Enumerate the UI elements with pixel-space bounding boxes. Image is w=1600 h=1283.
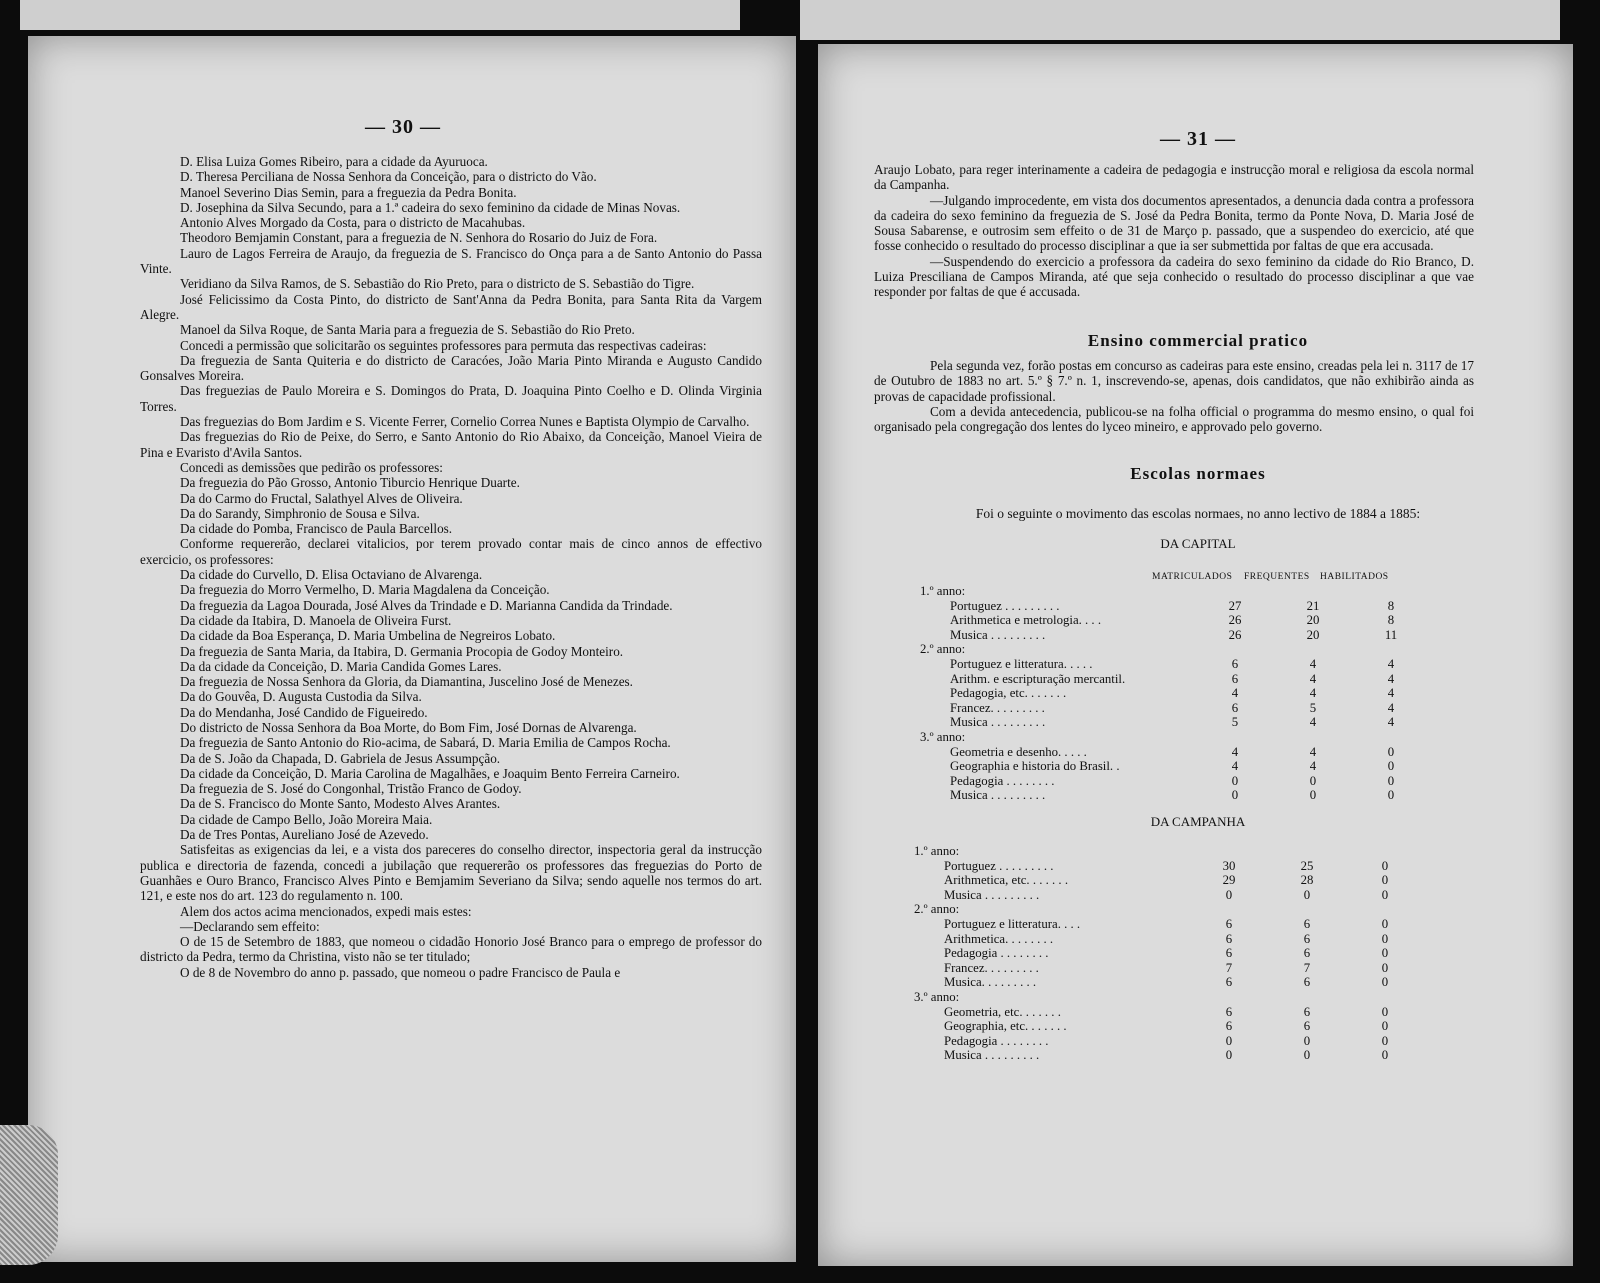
subject-label: Pedagogia, etc. . . . . . . xyxy=(950,686,1067,701)
table-row xyxy=(920,686,1430,701)
matriculados-value: 26 xyxy=(1228,627,1242,642)
campanha-title: DA CAMPANHA xyxy=(1150,814,1246,829)
right-page-top-text xyxy=(874,162,1474,300)
subject-label: Portuguez e litteratura. . . . xyxy=(944,916,1081,931)
frequentes-value: 25 xyxy=(1300,858,1314,873)
frequentes-value: 4 xyxy=(1309,744,1317,759)
matriculados-value: 6 xyxy=(1225,946,1233,961)
matriculados-value xyxy=(1196,584,1274,599)
table-row xyxy=(914,1034,1424,1049)
table-row xyxy=(914,946,1424,961)
habilitados-value: 0 xyxy=(1381,931,1389,946)
table-row xyxy=(920,759,1430,774)
capital-table xyxy=(920,584,1430,803)
matriculados-value xyxy=(1190,902,1268,917)
habilitados-value: 0 xyxy=(1381,858,1389,873)
subject-label: Geographia, etc. . . . . . . xyxy=(944,1019,1067,1034)
frequentes-value xyxy=(1268,902,1346,917)
paragraph: Das freguezias de Paulo Moreira e S. Domingos do Prata, D. Joaquina Pinto Coelho e D. Olinda Virginia Torres. xyxy=(140,383,762,414)
habilitados-value: 0 xyxy=(1381,1048,1389,1063)
frequentes-value: 0 xyxy=(1303,1048,1311,1063)
paragraph: D. Josephina da Silva Secundo, para a 1.ª cadeira do sexo feminino da cidade de Minas Novas. xyxy=(180,199,681,215)
paragraph: Com a devida antecedencia, publicou-se na folha official o programma do mesmo ensino, o qual foi organisado pela congregação dos lentes do lyceo mineiro, e approvado pelo governo. xyxy=(874,403,1474,435)
table-row xyxy=(920,774,1430,789)
habilitados-value: 0 xyxy=(1387,773,1395,788)
table-row xyxy=(920,613,1430,628)
year-label: 1.º anno: xyxy=(920,584,966,598)
paragraph: Theodoro Bemjamin Constant, para a freguezia de N. Senhora do Rosario do Juiz de Fora. xyxy=(180,230,658,246)
paragraph: Da de S. João da Chapada, D. Gabriela de Jesus Assumpção. xyxy=(180,750,501,766)
paragraph: Alem dos actos acima mencionados, expedi mais estes: xyxy=(180,903,472,919)
matriculados-value: 4 xyxy=(1231,744,1239,759)
frequentes-value: 4 xyxy=(1309,759,1317,774)
subject-label: Musica . . . . . . . . . xyxy=(950,715,1046,730)
paragraph: José Felicissimo da Costa Pinto, do districto de Sant'Anna da Pedra Bonita, para Santa Rita da Vargem Alegre. xyxy=(140,291,762,322)
year-label: 3.º anno: xyxy=(920,729,966,744)
paragraph: Da freguezia do Morro Vermelho, D. Maria Magdalena da Conceição. xyxy=(180,582,550,598)
matriculados-value: 0 xyxy=(1225,1033,1233,1048)
matriculados-value xyxy=(1196,730,1274,745)
frequentes-value: 20 xyxy=(1306,613,1320,628)
frequentes-value: 6 xyxy=(1303,1004,1311,1019)
subject-label: Portuguez e litteratura. . . . . xyxy=(950,656,1093,671)
habilitados-value: 11 xyxy=(1384,627,1398,642)
matriculados-value: 6 xyxy=(1225,1004,1233,1019)
subject-label: Arithmetica e metrologia. . . . xyxy=(950,613,1102,628)
frequentes-value: 0 xyxy=(1309,788,1317,803)
matriculados-value: 4 xyxy=(1231,759,1239,774)
frequentes-value: 4 xyxy=(1309,671,1317,686)
subject-label: Pedagogia . . . . . . . . xyxy=(944,946,1049,961)
paragraph: Da freguezia da Lagoa Dourada, José Alves da Trindade e D. Marianna Candida da Trindade. xyxy=(180,597,673,613)
habilitados-value: 4 xyxy=(1387,686,1395,701)
subject-label: Geometria, etc. . . . . . . xyxy=(944,1004,1061,1019)
col-habilitados: HABILITADOS xyxy=(1320,572,1389,582)
subject-label: Geographia e historia do Brasil. . xyxy=(950,759,1120,774)
table-row xyxy=(920,672,1430,687)
matriculados-value: 6 xyxy=(1225,916,1233,931)
habilitados-value: 0 xyxy=(1381,916,1389,931)
matriculados-value: 0 xyxy=(1225,1048,1233,1063)
table-row xyxy=(914,932,1424,947)
paragraph: Da cidade da Boa Esperança, D. Maria Umbelina de Negreiros Lobato. xyxy=(180,628,556,644)
subject-label: Portuguez . . . . . . . . . xyxy=(950,598,1060,613)
habilitados-value: 8 xyxy=(1387,598,1395,613)
paragraph: Da da cidade da Conceição, D. Maria Candida Gomes Lares. xyxy=(180,658,502,674)
frequentes-value: 4 xyxy=(1309,686,1317,701)
paragraph: Da do Gouvêa, D. Augusta Custodia da Silva. xyxy=(180,689,422,705)
habilitados-value xyxy=(1346,902,1424,917)
paragraph: Concedi a permissão que solicitarão os seguintes professores para permuta das respectivas cadeiras: xyxy=(180,337,707,353)
habilitados-value: 4 xyxy=(1387,700,1395,715)
matriculados-value xyxy=(1190,844,1268,859)
paragraph: Da do Sarandy, Simphronio de Sousa e Silva. xyxy=(180,505,420,521)
table-row xyxy=(914,917,1424,932)
matriculados-value: 6 xyxy=(1231,700,1239,715)
table-row xyxy=(920,584,1430,599)
subject-label: Musica . . . . . . . . . xyxy=(944,1048,1040,1063)
paragraph: Araujo Lobato, para reger interinamente a cadeira de pedagogia e instrucção moral e religiosa da escola normal da Campanha. xyxy=(874,162,1474,193)
matriculados-value xyxy=(1190,990,1268,1005)
table-row xyxy=(920,642,1430,657)
subject-label: Pedagogia . . . . . . . . xyxy=(944,1033,1049,1048)
matriculados-value: 7 xyxy=(1225,960,1233,975)
frequentes-value: 5 xyxy=(1309,700,1317,715)
matriculados-value: 27 xyxy=(1228,598,1242,613)
table-row xyxy=(920,628,1430,643)
frequentes-value: 6 xyxy=(1303,975,1311,990)
frequentes-value: 6 xyxy=(1303,1019,1311,1034)
year-label: 3.º anno: xyxy=(914,989,960,1004)
paragraph: Antonio Alves Morgado da Costa, para o districto de Macahubas. xyxy=(180,215,526,231)
subject-label: Geometria e desenho. . . . . xyxy=(950,744,1087,759)
subject-label: Francez. . . . . . . . . xyxy=(950,700,1045,715)
habilitados-value: 0 xyxy=(1381,975,1389,990)
frequentes-value xyxy=(1274,584,1352,599)
frequentes-value: 0 xyxy=(1303,887,1311,902)
paragraph: Do districto de Nossa Senhora da Boa Morte, do Bom Fim, José Dornas de Alvarenga. xyxy=(180,719,637,735)
table-row xyxy=(914,990,1424,1005)
table-row xyxy=(914,961,1424,976)
table-row xyxy=(914,888,1424,903)
habilitados-value xyxy=(1352,730,1430,745)
page-number: — 30 — xyxy=(365,116,441,138)
matriculados-value: 6 xyxy=(1225,1019,1233,1034)
frequentes-value: 6 xyxy=(1303,931,1311,946)
paragraph: Concedi as demissões que pedirão os professores: xyxy=(180,459,443,475)
frequentes-value: 28 xyxy=(1300,873,1314,888)
paragraph: Conforme requererão, declarei vitalicios, por terem provado contar mais de cinco annos de effectivo exercicio, os professores: xyxy=(140,536,762,567)
paragraph: —Suspendendo do exercicio a professora da cadeira do sexo feminino da cidade do Rio Branco, D. Luiza Presciliana de Campos Miranda, até que seja conhecido o resultado do processo disciplinar a que vae responder por faltas de que é accusada. xyxy=(874,253,1474,300)
table-row xyxy=(920,730,1430,745)
habilitados-value: 0 xyxy=(1381,1019,1389,1034)
commercial-text xyxy=(874,358,1474,434)
year-label: 2.º anno: xyxy=(914,902,960,917)
habilitados-value xyxy=(1346,844,1424,859)
paragraph: —Declarando sem effeito: xyxy=(180,918,320,934)
table-row xyxy=(920,788,1430,803)
matriculados-value: 0 xyxy=(1231,773,1239,788)
subject-label: Musica . . . . . . . . . xyxy=(950,627,1046,642)
table-row xyxy=(914,844,1424,859)
matriculados-value: 29 xyxy=(1222,873,1236,888)
subject-label: Arithm. e escripturação mercantil. xyxy=(950,671,1126,686)
year-label: 1.º anno: xyxy=(914,844,960,858)
paragraph: Das freguezias do Rio de Peixe, do Serro, e Santo Antonio do Rio Abaixo, da Conceição, Manoel Vieira de Pina e Evaristo d'Avila Santos. xyxy=(140,429,762,460)
subject-label: Musica. . . . . . . . . xyxy=(944,975,1037,990)
habilitados-value: 4 xyxy=(1387,656,1395,671)
habilitados-value: 0 xyxy=(1381,1033,1389,1048)
subject-label: Pedagogia . . . . . . . . xyxy=(950,773,1055,788)
col-matriculados: MATRICULADOS xyxy=(1152,572,1233,582)
habilitados-value: 0 xyxy=(1381,887,1389,902)
habilitados-value: 8 xyxy=(1387,613,1395,628)
paragraph: Da de Tres Pontas, Aureliano José de Azevedo. xyxy=(180,827,429,843)
paragraph: Da freguezia de S. José do Congonhal, Tristão Franco de Godoy. xyxy=(180,781,522,797)
habilitados-value: 0 xyxy=(1381,873,1389,888)
habilitados-value: 0 xyxy=(1381,946,1389,961)
table-row xyxy=(914,873,1424,888)
subject-label: Musica . . . . . . . . . xyxy=(944,887,1040,902)
matriculados-value: 4 xyxy=(1231,686,1239,701)
table-row xyxy=(914,859,1424,874)
frequentes-value: 7 xyxy=(1303,960,1311,975)
campanha-table xyxy=(914,844,1424,1063)
paragraph: D. Theresa Perciliana de Nossa Senhora da Conceição, para o districto do Vão. xyxy=(180,169,597,185)
paragraph: Da cidade do Pomba, Francisco de Paula Barcellos. xyxy=(180,521,453,537)
matriculados-value: 0 xyxy=(1225,887,1233,902)
subject-label: Arithmetica. . . . . . . . xyxy=(944,931,1054,946)
subject-label: Francez. . . . . . . . . xyxy=(944,960,1039,975)
habilitados-value xyxy=(1352,584,1430,599)
frequentes-value: 4 xyxy=(1309,656,1317,671)
frequentes-value: 6 xyxy=(1303,916,1311,931)
paragraph: Da freguezia de Santo Antonio do Rio-acima, de Sabará, D. Maria Emilia de Campos Rocha. xyxy=(180,735,671,751)
paragraph: Da cidade da Conceição, D. Maria Carolina de Magalhães, e Joaquim Bento Ferreira Carneiro. xyxy=(180,765,680,781)
left-page-top-strip xyxy=(20,0,740,30)
habilitados-value: 0 xyxy=(1381,1004,1389,1019)
paragraph: Da de S. Francisco do Monte Santo, Modesto Alves Arantes. xyxy=(180,796,501,812)
matriculados-value: 6 xyxy=(1231,656,1239,671)
frequentes-value xyxy=(1268,990,1346,1005)
paragraph: Da do Carmo do Fructal, Salathyel Alves de Oliveira. xyxy=(180,490,463,506)
paragraph: Da cidade do Curvello, D. Elisa Octaviano de Alvarenga. xyxy=(180,567,483,583)
frequentes-value: 0 xyxy=(1309,773,1317,788)
heading-commercial: Ensino commercial pratico xyxy=(1087,331,1309,350)
right-page-top-strip xyxy=(800,0,1560,40)
subject-label: Musica . . . . . . . . . xyxy=(950,788,1046,803)
paragraph: Da freguezia de Santa Maria, da Itabira, D. Germania Procopia de Godoy Monteiro. xyxy=(180,643,624,659)
habilitados-value xyxy=(1352,642,1430,657)
frequentes-value: 0 xyxy=(1303,1033,1311,1048)
heading-normaes: Escolas normaes xyxy=(1130,464,1266,483)
habilitados-value xyxy=(1346,990,1424,1005)
paragraph: Da freguezia do Pão Grosso, Antonio Tiburcio Henrique Duarte. xyxy=(180,475,520,491)
matriculados-value: 6 xyxy=(1231,671,1239,686)
frequentes-value: 20 xyxy=(1306,627,1320,642)
table-row xyxy=(920,599,1430,614)
frequentes-value: 21 xyxy=(1306,598,1320,613)
matriculados-value: 5 xyxy=(1231,715,1239,730)
frequentes-value xyxy=(1274,642,1352,657)
habilitados-value: 4 xyxy=(1387,671,1395,686)
matriculados-value: 6 xyxy=(1225,931,1233,946)
frequentes-value: 4 xyxy=(1309,715,1317,730)
capital-title: DA CAPITAL xyxy=(1160,536,1236,551)
left-page-text xyxy=(140,154,762,980)
table-row xyxy=(914,1019,1424,1034)
habilitados-value: 4 xyxy=(1387,715,1395,730)
subject-label: Portuguez . . . . . . . . . xyxy=(944,858,1054,873)
table-row xyxy=(914,1005,1424,1020)
normaes-intro: Foi o seguinte o movimento das escolas normaes, no anno lectivo de 1884 a 1885: xyxy=(975,506,1421,521)
paragraph: Manoel da Silva Roque, de Santa Maria para a freguezia de S. Sebastião do Rio Preto. xyxy=(180,322,635,338)
paragraph: Da cidade da Itabira, D. Manoela de Oliveira Furst. xyxy=(180,612,452,628)
left-page xyxy=(28,36,796,1262)
paragraph: Veridiano da Silva Ramos, de S. Sebastião do Rio Preto, para o districto de S. Sebastião do Tigre. xyxy=(180,276,695,292)
thumb-edge xyxy=(0,1125,58,1265)
paragraph: —Julgando improcedente, em vista dos documentos apresentados, a denuncia dada contra a professora da cadeira do sexo feminino da freguezia de S. José da Pedra Bonita, termo da Ponte Nova, D. Maria José de Sousa Sabarense, e outrosim sem effeito o de 31 de Março p. passado, que a suspendeo do exercicio, até que fosse conhecido o resultado do processo disciplinar a que ia ser submettida por faltas de que era accusada. xyxy=(874,192,1474,254)
habilitados-value: 0 xyxy=(1381,960,1389,975)
table-row xyxy=(920,657,1430,672)
right-page xyxy=(818,44,1573,1266)
table-row xyxy=(914,902,1424,917)
matriculados-value: 0 xyxy=(1231,788,1239,803)
table-row xyxy=(920,715,1430,730)
table-row xyxy=(914,1048,1424,1063)
habilitados-value: 0 xyxy=(1387,744,1395,759)
frequentes-value: 6 xyxy=(1303,946,1311,961)
paragraph: Da freguezia de Nossa Senhora da Gloria, da Diamantina, Juscelino José de Menezes. xyxy=(180,674,633,690)
page-number: — 31 — xyxy=(1160,128,1236,150)
matriculados-value: 26 xyxy=(1228,613,1242,628)
paragraph: Lauro de Lagos Ferreira de Araujo, da freguezia de S. Francisco do Onça para a de Santo Antonio do Passa Vinte. xyxy=(140,245,762,277)
paragraph: O de 8 de Novembro do anno p. passado, que nomeou o padre Francisco de Paula e xyxy=(180,964,621,980)
table-row xyxy=(914,975,1424,990)
paragraph: Da freguezia de Santa Quiteria e do districto de Caracóes, João Maria Pinto Miranda e Augusto Candido Gonsalves Moreira. xyxy=(140,352,762,384)
paragraph: Das freguezias do Bom Jardim e S. Vicente Ferrer, Cornelio Correa Nunes e Baptista Olympio de Carvalho. xyxy=(180,414,750,430)
frequentes-value xyxy=(1274,730,1352,745)
subject-label: Arithmetica, etc. . . . . . . xyxy=(944,873,1069,888)
matriculados-value: 6 xyxy=(1225,975,1233,990)
table-row xyxy=(920,745,1430,760)
table-row xyxy=(920,701,1430,716)
paragraph: Satisfeitas as exigencias da lei, e a vista dos pareceres do conselho director, inspectoria geral da instrucção publica e directoria de fazenda, concedi a jubilação que requererão os professores das freguezias do Porto de Guanhães e Ouro Branco, Francisco Alves Pinto e Bemjamim Severiano da Silva; sendo aquelle nos termos do art. 121, e este nos do art. 123 do regulamento n. 100. xyxy=(140,842,762,904)
paragraph: D. Elisa Luiza Gomes Ribeiro, para a cidade da Ayuruoca. xyxy=(180,154,488,169)
paragraph: Da do Mendanha, José Candido de Figueiredo. xyxy=(180,704,428,720)
paragraph: Manoel Severino Dias Semin, para a freguezia da Pedra Bonita. xyxy=(180,184,517,200)
frequentes-value xyxy=(1268,844,1346,859)
habilitados-value: 0 xyxy=(1387,759,1395,774)
matriculados-value: 30 xyxy=(1222,858,1236,873)
paragraph: Pela segunda vez, forão postas em concurso as cadeiras para este ensino, creadas pela lei n. 3117 de 17 de Outubro de 1883 no art. 5.º § 7.º n. 1, inscrevendo-se, apenas, dois candidatos, que não exhibirão ainda as provas de capacidade profissional. xyxy=(874,358,1474,404)
matriculados-value xyxy=(1196,642,1274,657)
col-frequentes: FREQUENTES xyxy=(1244,572,1310,582)
habilitados-value: 0 xyxy=(1387,788,1395,803)
paragraph: Da cidade de Campo Bello, João Moreira Maia. xyxy=(180,811,433,827)
year-label: 2.º anno: xyxy=(920,642,966,657)
paragraph: O de 15 de Setembro de 1883, que nomeou o cidadão Honorio José Branco para o emprego de professor do districto da Pedra, termo da Christina, visto não se ter titulado; xyxy=(140,934,762,965)
